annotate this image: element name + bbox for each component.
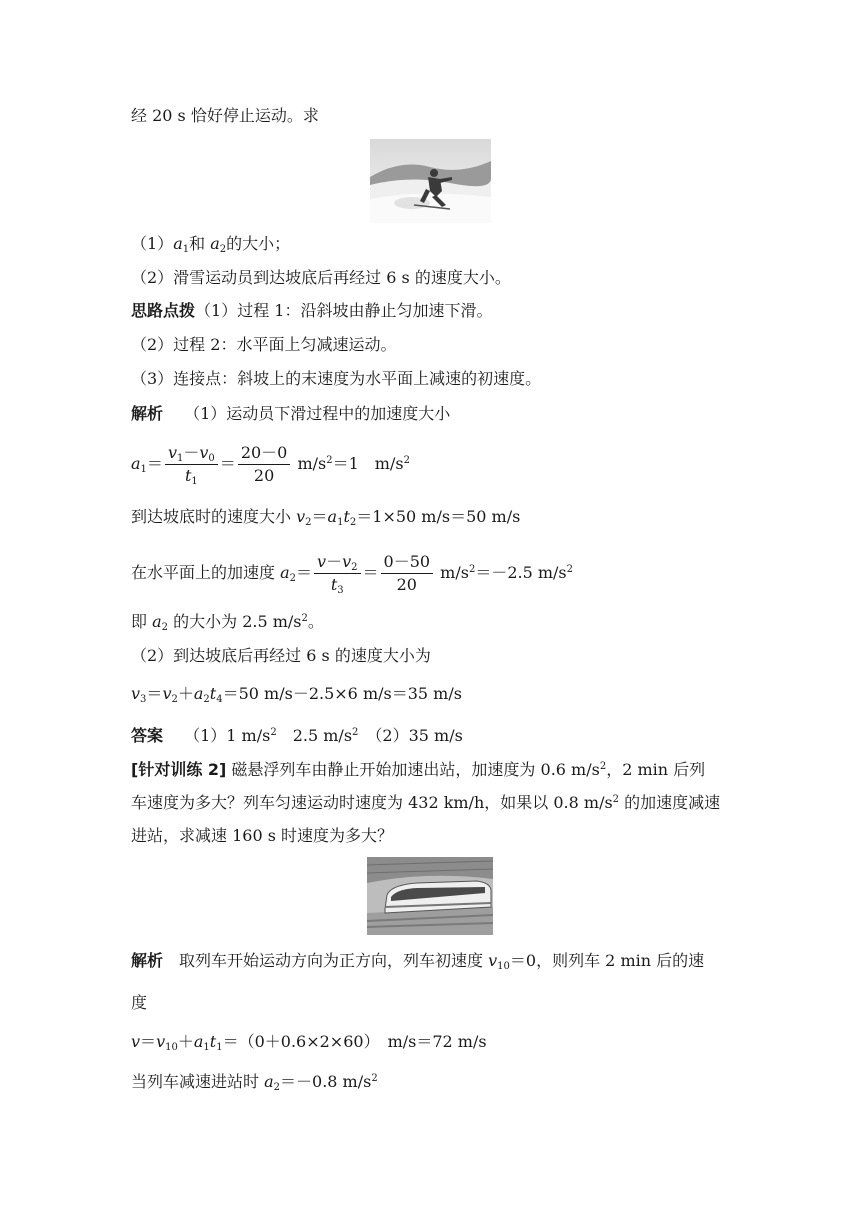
solution-3-line-1: 解析 取列车开始运动方向为正方向，列车初速度 $v_{10}=0$，则列车 2 min 后的速 — [131, 951, 705, 972]
fraction: $\frac{v_1-v_0}{t_1}$ — [165, 444, 218, 485]
question-2: （2）滑雪运动员到达坡底后再经过 6 s 的速度大小。 — [131, 268, 511, 287]
hint-1: 思路点拨（1）过程 1：沿斜坡由静止匀加速下滑。 — [131, 301, 493, 320]
fraction: $\frac{v-v_2}{t_3}$ — [314, 553, 360, 594]
skier-photo — [370, 139, 491, 223]
equation-velocity-2: 到达坡底时的速度大小 $v_2=a_1t_2=1\times 50$ m/s＝50 m/s — [131, 507, 521, 528]
equation-accel-1: $a_1=$ $\frac{v_1-v_0}{t_1}$ ＝ $\frac{20-0}{20}$ $m/s^2=1$ $m/s^2$ — [131, 443, 410, 487]
solution-3-line-2: 度 — [131, 993, 148, 1012]
training-problem-line-1: [针对训练 2] 磁悬浮列车由静止开始加速出站，加速度为 0.6 $m/s^2$，2 min 后列 — [131, 760, 706, 779]
solution-2-intro: （2）到达坡底后再经过 6 s 的速度大小为 — [131, 646, 431, 665]
training-problem-line-3: 进站，求减速 160 s 时速度为多大？ — [131, 826, 394, 845]
equation-velocity-train: $v=v_{10}+a_1t_1=(0+0.6\times 2\times 60)$ m/s＝72 m/s — [131, 1032, 487, 1053]
hint-3: （3）连接点：斜坡上的末速度为水平面上减速的初速度。 — [131, 369, 542, 388]
maglev-train-photo — [367, 857, 493, 935]
training-label: [针对训练 2] — [131, 760, 227, 779]
deceleration-statement: 当列车减速进站时 $a_2=-0.8$ $m/s^2$ — [131, 1072, 378, 1093]
fraction: $\frac{20-0}{20}$ — [238, 444, 291, 485]
training-problem-line-2: 车速度为多大？列车匀速运动时速度为 432 km/h，如果以 0.8 $m/s^2$ 的加速度减速 — [131, 793, 721, 812]
problem-text-end: 经 20 s 恰好停止运动。求 — [131, 106, 319, 125]
answer: 答案 （1）1 $m/s^2$ 2.5 $m/s^2$ （2）35 m/s — [131, 726, 463, 745]
question-1: $(1)a_1$和 $a_2$的大小； — [131, 234, 291, 255]
equation-velocity-3: $v_3=v_2+a_2t_4=50$ m/s－2.5×6 m/s＝35 m/s — [131, 684, 462, 705]
hint-label: 思路点拨 — [131, 301, 196, 320]
solution-label: 解析 — [131, 951, 164, 970]
solution-label: 解析 — [131, 404, 164, 423]
fraction: $\frac{0-50}{20}$ — [381, 553, 434, 594]
answer-label: 答案 — [131, 726, 164, 745]
solution-1-intro: 解析 （1）运动员下滑过程中的加速度大小 — [131, 404, 451, 423]
equation-accel-2: 在水平面上的加速度 $a_2=$ $\frac{v-v_2}{t_3}$ ＝ $\frac{0-50}{20}$ $m/s^2=-2.5$ $m/s^2$ — [131, 552, 573, 596]
accel-magnitude: 即 $a_2$ 的大小为 2.5 $m/s^2$。 — [131, 612, 324, 633]
hint-2: （2）过程 2：水平面上匀减速运动。 — [131, 335, 397, 354]
